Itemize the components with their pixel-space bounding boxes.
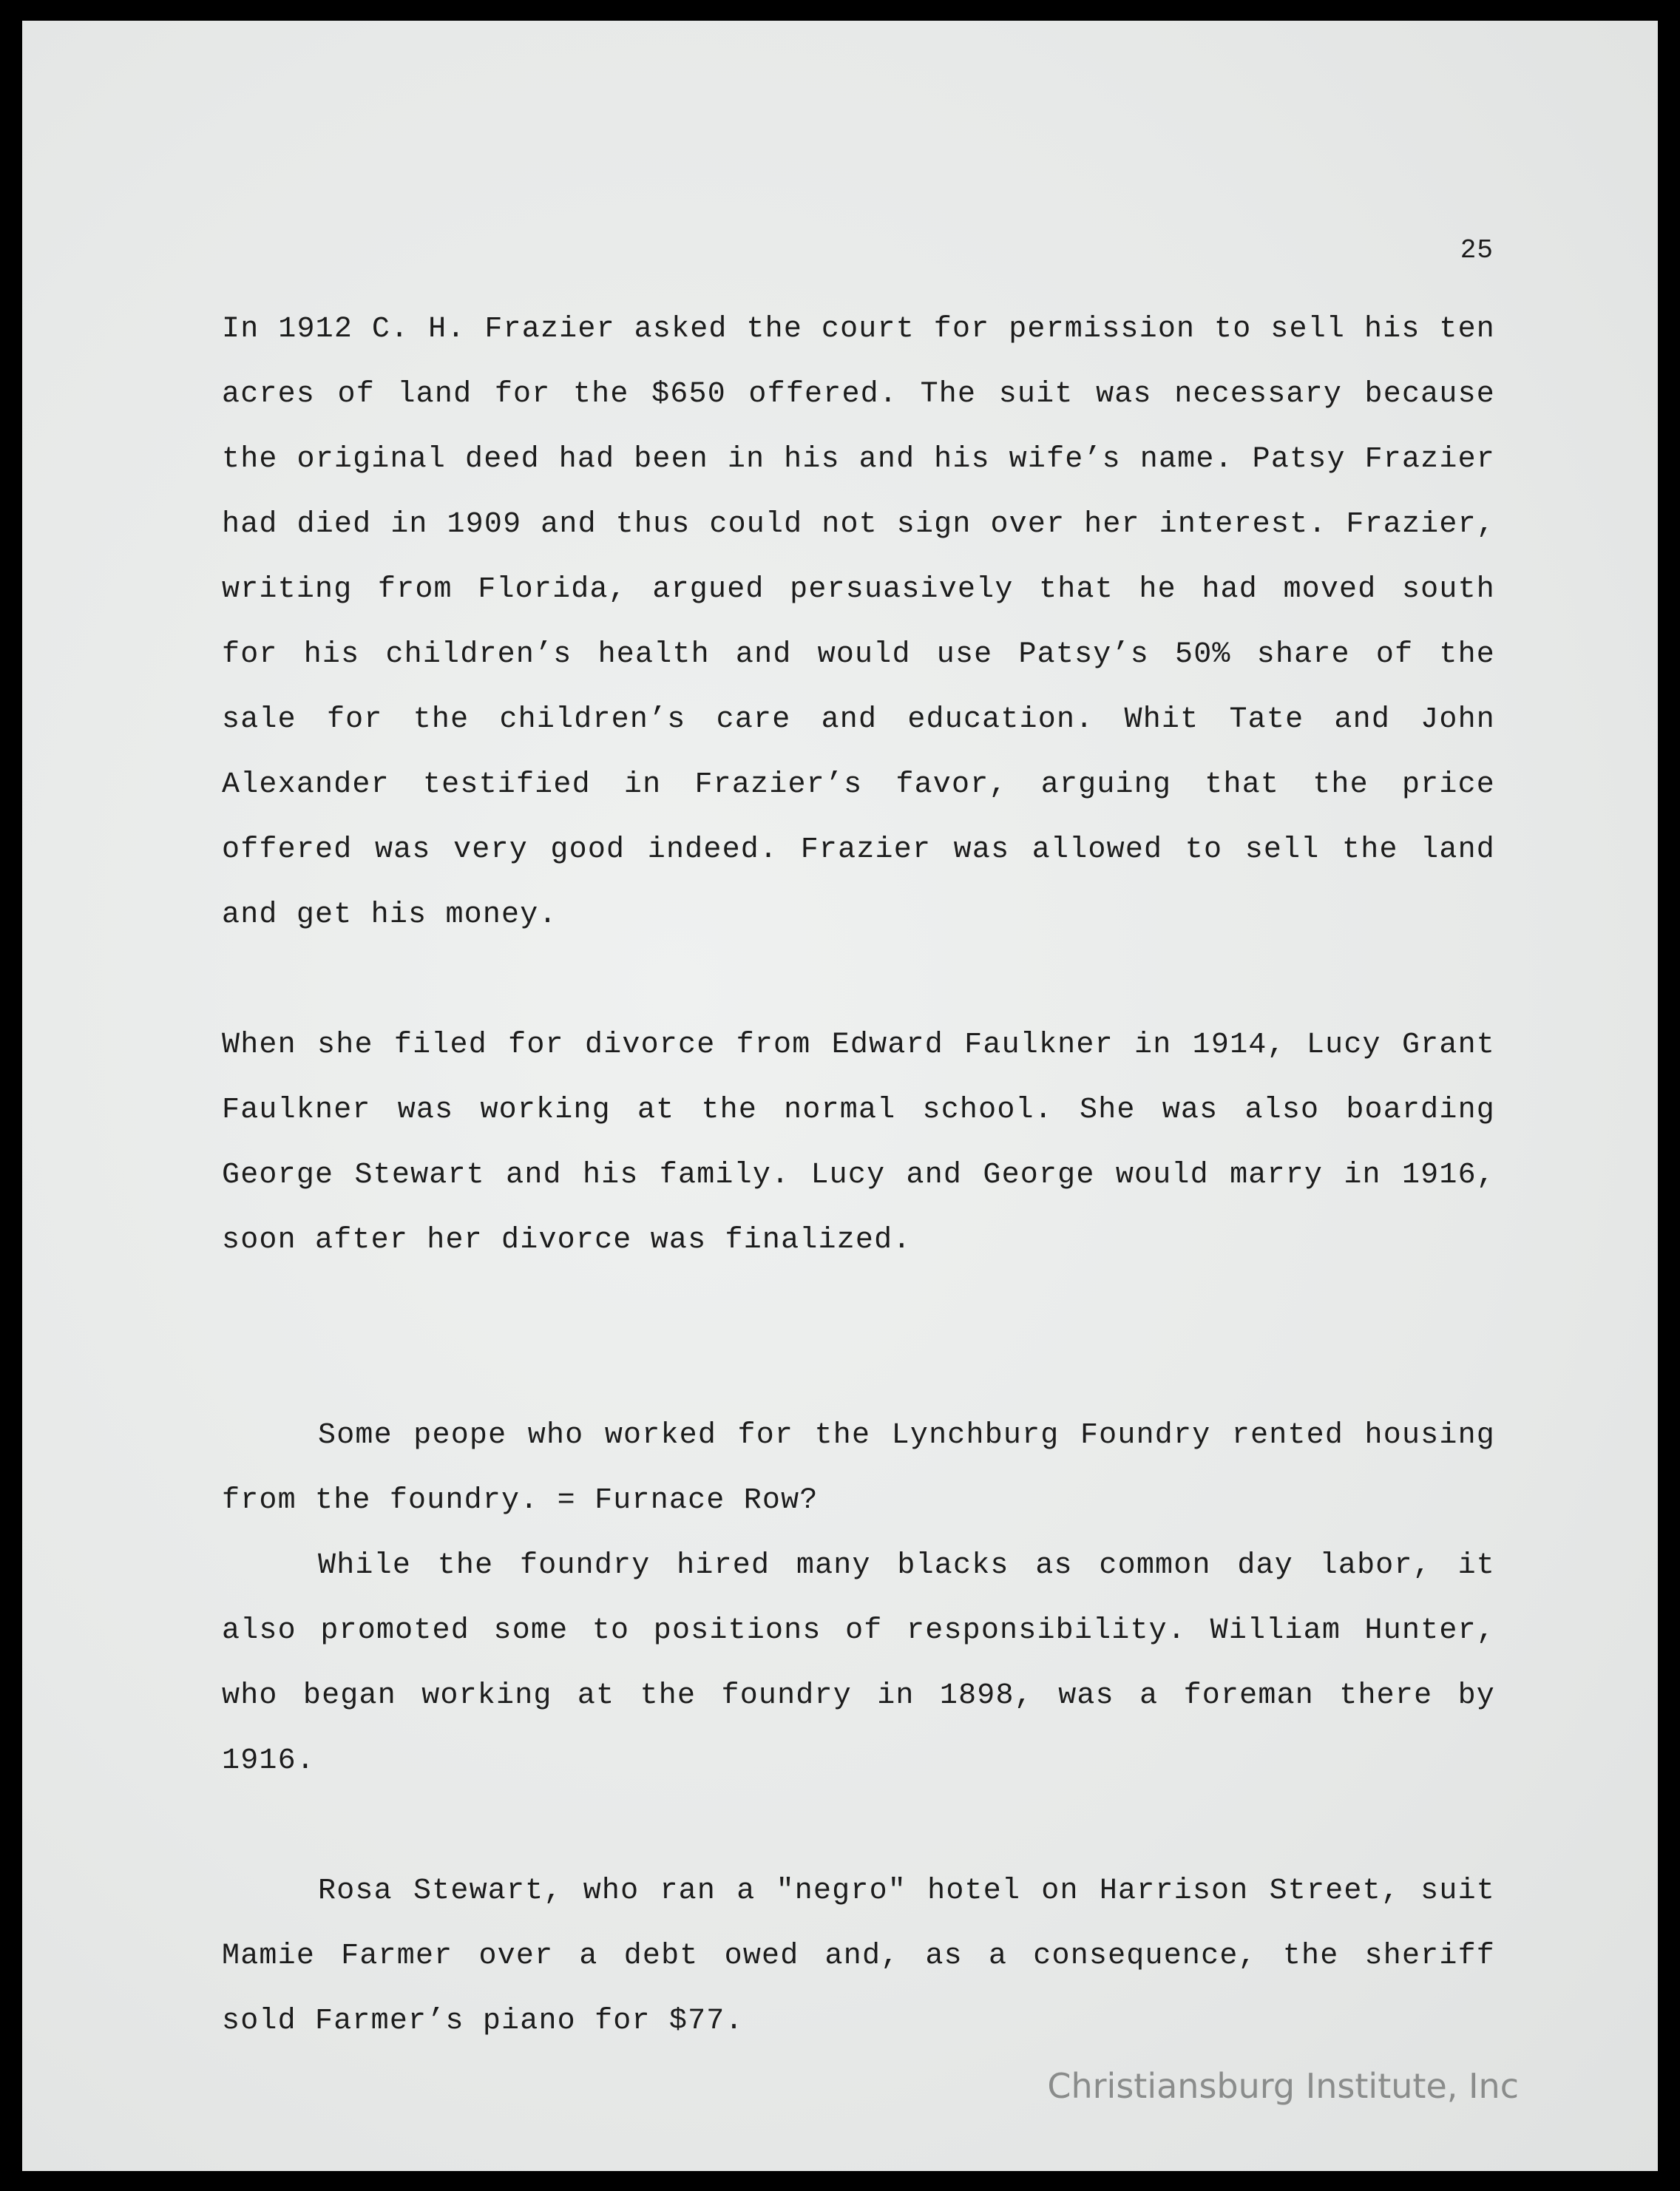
paragraph-foundry-labor: While the foundry hired many blacks as common day labor, it also promoted some to positions of responsibility. William Hunter, who began working at the foundry in 1898, was a foreman there by 1916. <box>222 1549 1495 1778</box>
watermark: Christiansburg Institute, Inc <box>1047 2066 1519 2106</box>
paragraph-foundry-housing: Some peope who worked for the Lynchburg Foundry rented housing from the foundry. = Furnace Row? <box>222 1419 1495 1517</box>
paragraph-frazier: In 1912 C. H. Frazier asked the court for permission to sell his ten acres of land for the $650 offered. The suit was necessary because the original deed had been in his and his wife’s name. Patsy Frazier had died in 1909 and thus could not sign over her interest. Frazier, writing from Florida, argued persuasively that he had moved south for his children’s health and would use Patsy’s 50% share of the sale for the children’s care and education. Whit Tate and John Alexander testified in Frazier’s favor, arguing that the price offered was very good indeed. Frazier was allowed to sell the land and get his money. <box>222 313 1495 932</box>
document-page <box>22 21 1658 2171</box>
page-number: 25 <box>1460 235 1494 265</box>
paragraph-rosa-stewart: Rosa Stewart, who ran a "negro" hotel on Harrison Street, suit Mamie Farmer over a debt owed and, as a consequence, the sheriff sold Farmer’s piano for $77. <box>222 1875 1495 2038</box>
paragraph-faulkner: When she filed for divorce from Edward Faulkner in 1914, Lucy Grant Faulkner was working at the normal school. She was also boarding George Stewart and his family. Lucy and George would marry in 1916, soon after her divorce was finalized. <box>222 1029 1495 1257</box>
body-text <box>222 297 1495 2054</box>
